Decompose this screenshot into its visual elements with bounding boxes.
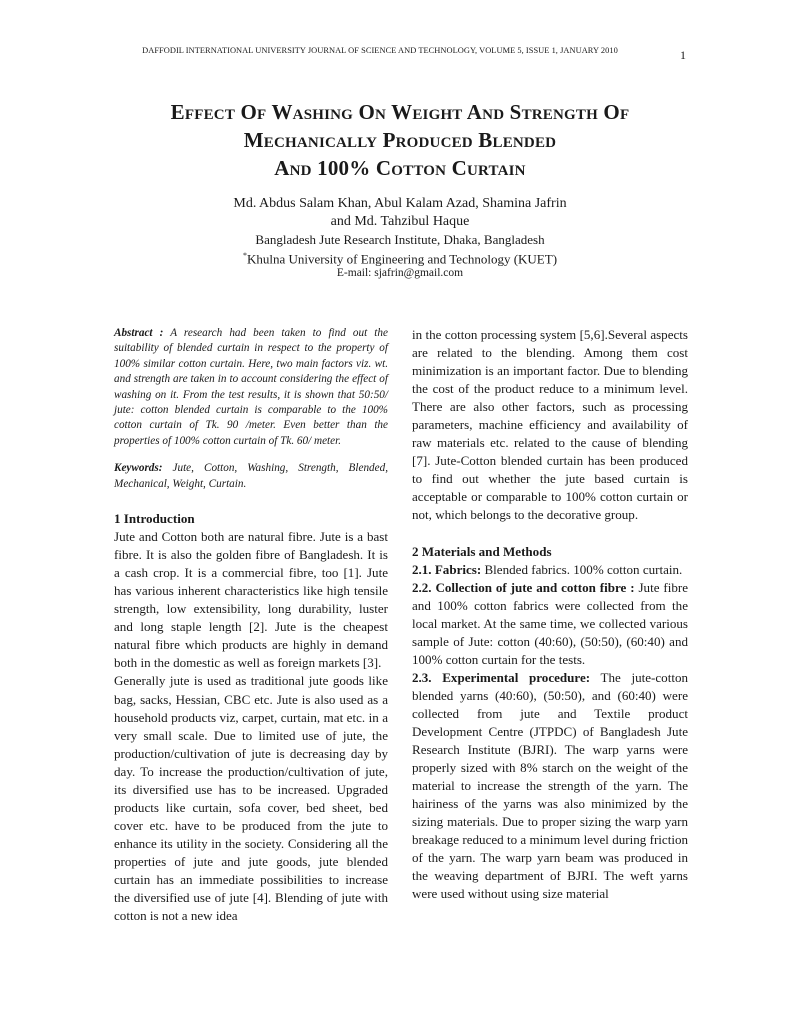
keywords-label: Keywords: xyxy=(114,462,163,475)
abstract-text: A research had been taken to find out the suitability of blended curtain in respect to the property of 100% similar cotton curtain. Here, two main factors viz. wt. and strength are taken in to account considering the effect of washing on it. From the test results, it is shown that 50:50/ jute: cotton blended curtain is comparable to the 100% cotton curtain of Tk. 90 /meter. Even better than the properties of 100% cotton curtain of Tk. 60/ meter. xyxy=(114,327,388,447)
author-list xyxy=(100,195,700,231)
abstract xyxy=(114,326,388,449)
author-line: Md. Abdus Salam Khan, Abul Kalam Azad, Shamina Jafrin xyxy=(233,196,567,211)
contact-email: E-mail: sjafrin@gmail.com xyxy=(336,267,464,280)
subsection-label: 2.1. Fabrics: xyxy=(412,561,482,577)
title-line: Mechanically Produced Blended xyxy=(243,128,557,152)
subsection-collection: 2.2. Collection of jute and cotton fibre : Jute fibre and 100% cotton fabrics were collected from the local market. At the same time, we collected various sample of Jute: cotton (40:60), (50:50), (60:40) and 100% cotton curtain for the tests. xyxy=(412,579,688,667)
subsection-label: 2.2. Collection of jute and cotton fibre : xyxy=(412,579,635,595)
affiliation-marker: * xyxy=(242,250,247,260)
subsection-fabrics: 2.1. Fabrics: Blended fabrics. 100% cotton curtain. xyxy=(412,561,683,577)
keywords-text: Jute, Cotton, Washing, Strength, Blended, Mechanical, Weight, Curtain. xyxy=(114,462,388,490)
paragraph: Generally jute is used as traditional jute goods like bag, sacks, Hessian, CBC etc. Jute is also used as a household products viz, carpet, curtain, mat etc. in a very small scale. Due to limited use of jute, the production/cultivation of jute is decreasing day by day. To increase the production/cultivation of jute, its diversified use has to be increased. Upgraded products like curtain, sofa cover, bed sheet, bed cover etc. have to be produced from the jute to enhance its utility in the society. Considering all the properties of jute and jute goods, jute blended curtain has an immediate possibilities to increase the diversified use of jute [4]. Blending of jute with cotton is not a new idea xyxy=(114,673,388,924)
paper-title xyxy=(100,98,700,182)
affiliation-line: Bangladesh Jute Research Institute, Dhaka, Bangladesh xyxy=(255,232,545,247)
paragraph: in the cotton processing system [5,6].Several aspects are related to the blending. Among them cost minimization is an important factor. Due to blending the cost of the product reduce to a minimum level. There are also other factors, such as processing parameters, machine efficiency and availability of raw materials etc. related to the cause of blending [7]. Jute-Cotton blended curtain has been produced to find out whether the jute based curtain is acceptable or comparable to 100% cotton curtain or not, which belongs to the decorative group. xyxy=(412,327,688,523)
affiliations xyxy=(100,232,700,282)
section-heading-introduction: 1 Introduction xyxy=(114,511,195,527)
paragraph: Jute and Cotton both are natural fibre. Jute is a bast fibre. It is also the golden fibre of Bangladesh. It is a cash crop. It is a commercial fibre, too [1]. Jute has various inherent characteristics like high tensile strength, low extensibility, long durability, luster and long staple length [2]. Jute is the cheapest natural fibre which products are highly in demand both in the domestic as well as foreign markets [3]. xyxy=(114,529,388,671)
subsection-label: 2.3. Experimental procedure: xyxy=(412,669,591,685)
abstract-label: Abstract : xyxy=(114,327,164,339)
subsection-procedure: 2.3. Experimental procedure: The jute-cotton blended yarns (40:60), (50:50), and (60:40) were collected from jute and Textile product Development Centre (JTPDC) of Bangladesh Jute Research Institute (BJRI). The warp yarns were properly sized with 8% starch on the weight of the material to increase the strength of the yarn. The hairiness of the yarns was also minimized by the sizing materials. Due to proper sizing the warp yarn breakage reduced to a minimum level during friction of the yarn. The warp yarn beam was produced in the weaving department of BJRI. The weft yarns were used without using size material xyxy=(412,669,688,902)
title-line: Effect Of Washing On Weight And Strength Of xyxy=(170,100,630,124)
title-line: And 100% Cotton Curtain xyxy=(274,156,526,180)
running-head: DAFFODIL INTERNATIONAL UNIVERSITY JOURNAL OF SCIENCE AND TECHNOLOGY, VOLUME 5, ISSUE 1, JANUARY 2010 xyxy=(142,46,618,55)
author-line: and Md. Tahzibul Haque xyxy=(330,214,470,229)
section-heading-methods: 2 Materials and Methods xyxy=(412,543,552,559)
page-number: 1 xyxy=(680,48,686,62)
keywords xyxy=(114,461,388,492)
left-column xyxy=(114,326,388,925)
affiliation-line: *Khulna University of Engineering and Technology (KUET) xyxy=(242,250,558,266)
right-column xyxy=(412,326,688,903)
